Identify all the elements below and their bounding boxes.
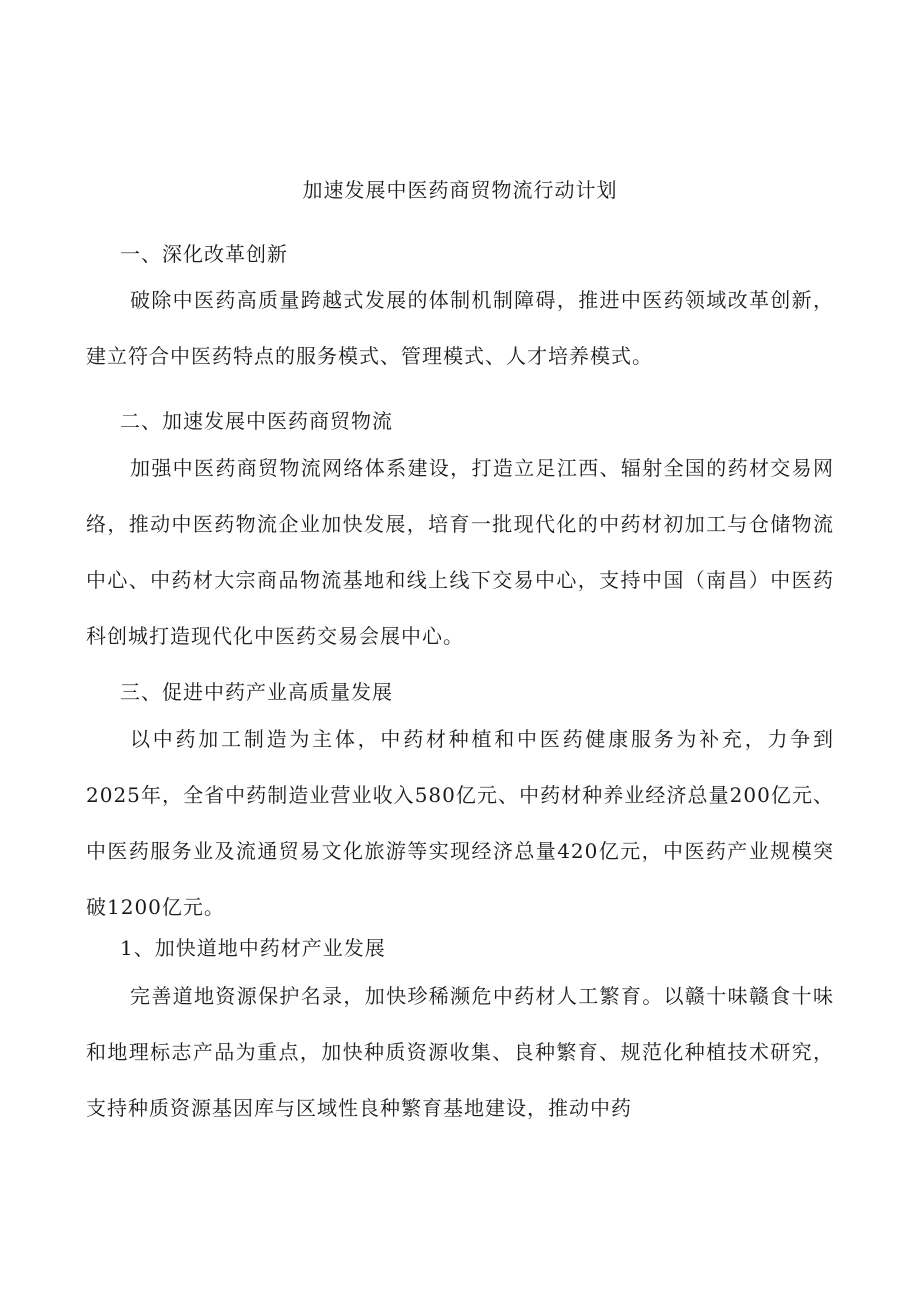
section-paragraph-1: 破除中医药高质量跨越式发展的体制机制障碍，推进中医药领域改革创新，建立符合中医药特点的服务模式、管理模式、人才培养模式。 xyxy=(86,288,834,368)
section-paragraph-3: 以中药加工制造为主体，中药材种植和中医药健康服务为补充，力争到2025年，全省中药制造业营业收入580亿元、中药材种养业经济总量200亿元、中医药服务业及流通贸易文化旅游等实现经济总量420亿元，中医药产业规模突破1200亿元。 xyxy=(86,727,834,919)
section-paragraph-2: 加强中医药商贸物流网络体系建设，打造立足江西、辐射全国的药材交易网络，推动中医药物流企业加快发展，培育一批现代化的中药材初加工与仓储物流中心、中药材大宗商品物流基地和线上线下交易中心，支持中国（南昌）中医药科创城打造现代化中医药交易会展中心。 xyxy=(86,456,834,648)
document-title: 加速发展中医药商贸物流行动计划 xyxy=(302,178,618,202)
subsection-paragraph-1: 完善道地资源保护名录，加快珍稀濒危中药材人工繁育。以赣十味赣食十味和地理标志产品为重点，加快种质资源收集、良种繁育、规范化种植技术研究，支持种质资源基因库与区域性良种繁育基地建设，推动中药 xyxy=(86,984,834,1120)
subsection-heading-1: 1、加快道地中药材产业发展 xyxy=(120,936,386,960)
section-heading-3: 三、促进中药产业高质量发展 xyxy=(120,680,393,704)
section-heading-2: 二、加速发展中医药商贸物流 xyxy=(120,409,393,433)
section-heading-1: 一、深化改革创新 xyxy=(120,242,288,266)
